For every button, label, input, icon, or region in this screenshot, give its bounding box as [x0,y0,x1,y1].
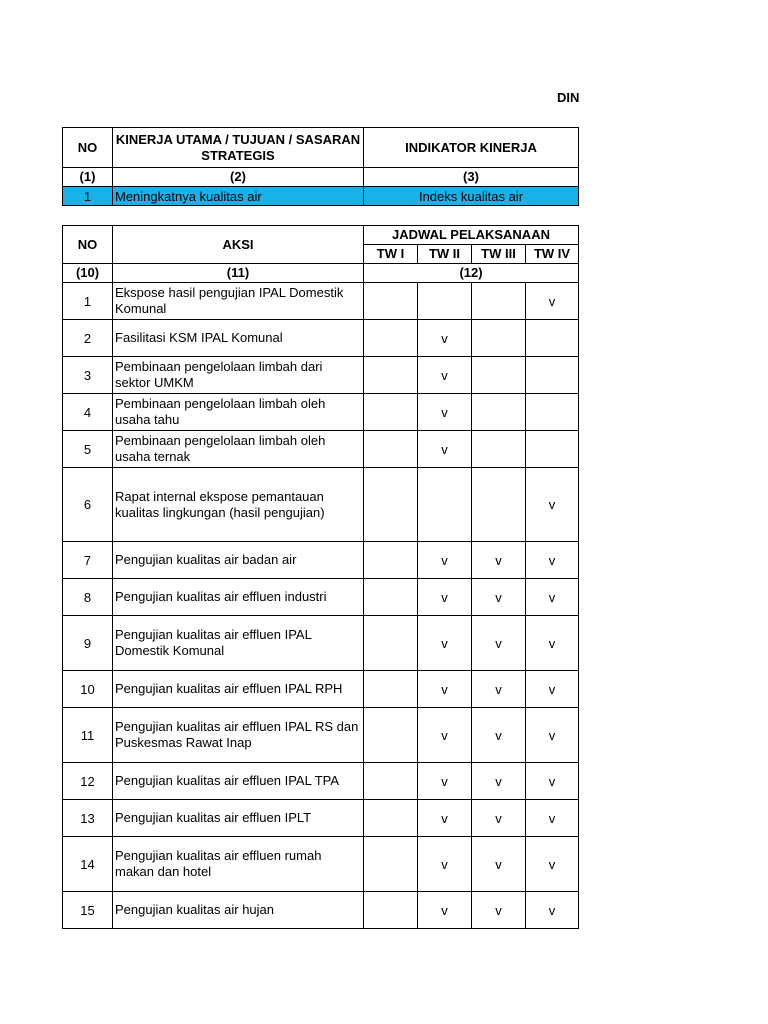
schedule-tw2-cell: v [418,892,472,929]
schedule-tw3-cell: v [472,892,526,929]
row-number: 1 [63,283,113,320]
header-kinerja: KINERJA UTAMA / TUJUAN / SASARAN STRATEGIS [113,128,364,168]
row-aksi: Pengujian kualitas air effluen IPLT [113,800,364,837]
schedule-tw3-cell: v [472,671,526,708]
schedule-tw4-cell [526,320,579,357]
schedule-tw2-cell: v [418,837,472,892]
row-number: 12 [63,763,113,800]
schedule-tw3-cell: v [472,708,526,763]
aksi-header-no: NO [63,226,113,264]
table-row [63,542,579,579]
schedule-tw1-cell [364,708,418,763]
schedule-tw4-cell: v [526,579,579,616]
row-number: 11 [63,708,113,763]
row-number: 14 [63,837,113,892]
row-aksi: Pengujian kualitas air effluen IPAL Domestik Komunal [113,616,364,671]
aksi-subnum-jadwal: (12) [364,264,579,283]
row-aksi: Pengujian kualitas air effluen industri [113,579,364,616]
row-aksi: Ekspose hasil pengujian IPAL Domestik Komunal [113,283,364,320]
schedule-tw2-cell: v [418,616,472,671]
header-tw1: TW I [364,245,418,264]
schedule-tw1-cell [364,837,418,892]
schedule-tw4-cell: v [526,671,579,708]
kinerja-table [62,127,579,206]
table-row [63,357,579,394]
row-number: 6 [63,468,113,542]
row-aksi: Pengujian kualitas air hujan [113,892,364,929]
schedule-tw2-cell: v [418,357,472,394]
row-aksi: Pengujian kualitas air effluen IPAL RS dan Puskesmas Rawat Inap [113,708,364,763]
schedule-tw2-cell: v [418,671,472,708]
header-tw2: TW II [418,245,472,264]
schedule-tw2-cell: v [418,708,472,763]
row-number: 9 [63,616,113,671]
aksi-subnum-no: (10) [63,264,113,283]
schedule-tw2-cell [418,283,472,320]
schedule-tw3-cell: v [472,763,526,800]
schedule-tw1-cell [364,800,418,837]
aksi-subnum-row [63,264,579,283]
schedule-tw3-cell: v [472,800,526,837]
schedule-tw3-cell [472,320,526,357]
schedule-tw1-cell [364,283,418,320]
row-aksi: Rapat internal ekspose pemantauan kualitas lingkungan (hasil pengujian) [113,468,364,542]
table-row [63,763,579,800]
schedule-tw3-cell: v [472,542,526,579]
schedule-tw3-cell: v [472,616,526,671]
schedule-tw1-cell [364,468,418,542]
row-number: 13 [63,800,113,837]
table-row [63,579,579,616]
schedule-tw4-cell: v [526,468,579,542]
table-row [63,892,579,929]
kinerja-data-row [63,187,579,206]
table-row [63,708,579,763]
schedule-tw2-cell: v [418,394,472,431]
subnum-no: (1) [63,168,113,187]
schedule-tw1-cell [364,357,418,394]
row-number: 3 [63,357,113,394]
kinerja-row-text: Meningkatnya kualitas air [113,187,364,206]
schedule-tw3-cell [472,431,526,468]
schedule-tw4-cell: v [526,283,579,320]
row-number: 5 [63,431,113,468]
schedule-tw1-cell [364,394,418,431]
schedule-tw4-cell [526,394,579,431]
row-aksi: Pengujian kualitas air badan air [113,542,364,579]
row-aksi: Pengujian kualitas air effluen IPAL RPH [113,671,364,708]
schedule-tw1-cell [364,616,418,671]
table-row [63,837,579,892]
row-aksi: Pembinaan pengelolaan limbah oleh usaha ternak [113,431,364,468]
row-aksi: Pengujian kualitas air effluen IPAL TPA [113,763,364,800]
schedule-tw4-cell: v [526,800,579,837]
table-row [63,800,579,837]
schedule-tw3-cell [472,394,526,431]
header-no: NO [63,128,113,168]
header-tw4: TW IV [526,245,579,264]
schedule-tw4-cell: v [526,708,579,763]
schedule-tw2-cell [418,468,472,542]
schedule-tw2-cell: v [418,800,472,837]
row-number: 15 [63,892,113,929]
schedule-tw2-cell: v [418,320,472,357]
schedule-tw4-cell: v [526,892,579,929]
row-number: 7 [63,542,113,579]
schedule-tw2-cell: v [418,431,472,468]
schedule-tw1-cell [364,671,418,708]
table-row [63,431,579,468]
schedule-tw2-cell: v [418,542,472,579]
kinerja-header-row [63,128,579,168]
aksi-table-body [63,283,579,929]
subnum-indikator: (3) [364,168,579,187]
row-number: 4 [63,394,113,431]
table-row [63,616,579,671]
schedule-tw1-cell [364,579,418,616]
aksi-header-aksi: AKSI [113,226,364,264]
kinerja-row-indikator: Indeks kualitas air [364,187,579,206]
schedule-tw1-cell [364,892,418,929]
row-aksi: Pengujian kualitas air effluen rumah makan dan hotel [113,837,364,892]
document-title: DIN [557,90,580,105]
aksi-header-row [63,226,579,245]
subnum-kinerja: (2) [113,168,364,187]
schedule-tw3-cell [472,357,526,394]
schedule-tw3-cell [472,468,526,542]
schedule-tw4-cell: v [526,616,579,671]
schedule-tw1-cell [364,542,418,579]
schedule-tw4-cell [526,357,579,394]
table-row [63,468,579,542]
row-aksi: Pembinaan pengelolaan limbah oleh usaha tahu [113,394,364,431]
table-row [63,671,579,708]
schedule-tw4-cell [526,431,579,468]
schedule-tw1-cell [364,763,418,800]
aksi-subnum-aksi: (11) [113,264,364,283]
kinerja-subnum-row [63,168,579,187]
table-row [63,394,579,431]
schedule-tw4-cell: v [526,837,579,892]
schedule-tw4-cell: v [526,542,579,579]
schedule-tw3-cell: v [472,837,526,892]
row-number: 2 [63,320,113,357]
row-aksi: Fasilitasi KSM IPAL Komunal [113,320,364,357]
table-row [63,320,579,357]
table-row [63,283,579,320]
schedule-tw2-cell: v [418,763,472,800]
schedule-tw1-cell [364,320,418,357]
aksi-table [62,225,579,929]
schedule-tw4-cell: v [526,763,579,800]
row-aksi: Pembinaan pengelolaan limbah dari sektor UMKM [113,357,364,394]
header-indikator: INDIKATOR KINERJA [364,128,579,168]
row-number: 8 [63,579,113,616]
schedule-tw3-cell [472,283,526,320]
kinerja-row-no: 1 [63,187,113,206]
schedule-tw2-cell: v [418,579,472,616]
aksi-header-jadwal: JADWAL PELAKSANAAN [364,226,579,245]
schedule-tw1-cell [364,431,418,468]
row-number: 10 [63,671,113,708]
schedule-tw3-cell: v [472,579,526,616]
header-tw3: TW III [472,245,526,264]
